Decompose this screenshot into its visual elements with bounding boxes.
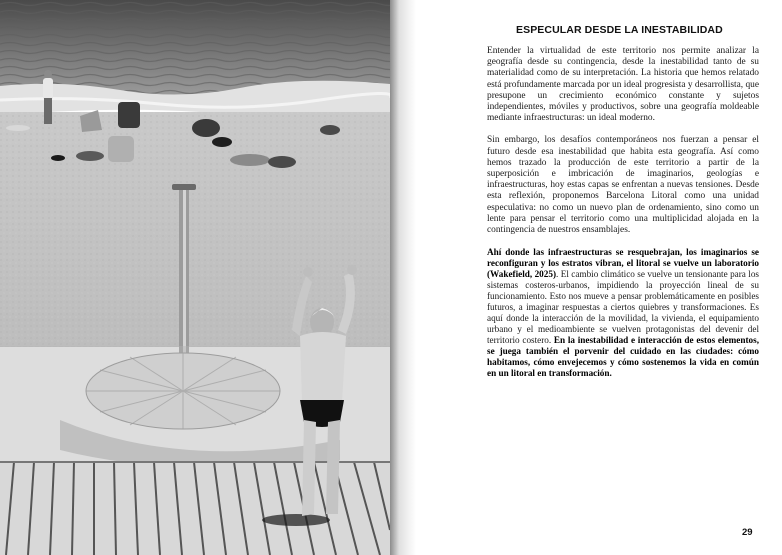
page-number: 29 xyxy=(742,527,753,538)
text-page xyxy=(416,0,782,555)
paragraph-3-bold-lead: Ahí donde las infraestructuras se resquebrajan, los imaginarios se reconfiguran y los estratos vibran, el litoral se vuelve un laboratorio (Wakefield, 2025) xyxy=(487,247,759,280)
paragraph-3-body: . El cambio climático se vuelve un tensionante para los sistemas costeros-urbanos, impidiendo la proyección lineal de su funcionamiento. Esto nos mueve a pensar problemáticamente en posibles futuros, a imaginar respuestas a ciertos quiebres y transformaciones. Es aquí donde la interacción de la movilidad, la vivienda, el equipamiento urbano y el medioambiente se vuelven protagonistas del devenir del territorio costero. xyxy=(487,269,760,346)
paragraph-1: Entender la virtualidad de este territorio nos permite analizar la geografía desde su contingencia, desde la inestabilidad tanto de su materialidad como de su interpretación. La historia que hemos relatado está profundamente marcada por un ideal progresista y desarrollista, que presupone un crecimiento económico constante y sujetos independientes, móviles y productivos, sobre una geografía moldeable mediante infraestructuras: un ideal moderno. xyxy=(487,46,759,124)
paragraph-2: Sin embargo, los desafíos contemporáneos nos fuerzan a pensar el futuro desde esa inestabilidad que habita esta geografía. Así como hemos trazado la producción de este territorio a partir de la superposición e imbricación de imaginarios, geologías e infraestructuras, hoy estas capas se enfrentan a nuevas tensiones. Desde esta reflexión, proponemos Barcelona Litoral como una unidad especulativa: no como un nuevo plan de ordenamiento, sino como un lente para pensar el territorio como una multiplicidad alojada en la contingencia de nuestros ensamblajes. xyxy=(487,135,759,236)
paragraph-3-bold-tail: En la inestabilidad e interacción de estos elementos, se juega también el porvenir del cuidado en las ciudades: cómo habitamos, cómo envejecemos y cómo sostenemos la vida en común en un litoral en transformación. xyxy=(487,335,759,379)
page-gutter-shadow xyxy=(390,0,416,555)
beach-photo xyxy=(0,0,390,555)
paragraph-3 xyxy=(487,247,759,379)
body-text xyxy=(487,46,759,390)
section-title: ESPECULAR DESDE LA INESTABILIDAD xyxy=(516,24,723,36)
